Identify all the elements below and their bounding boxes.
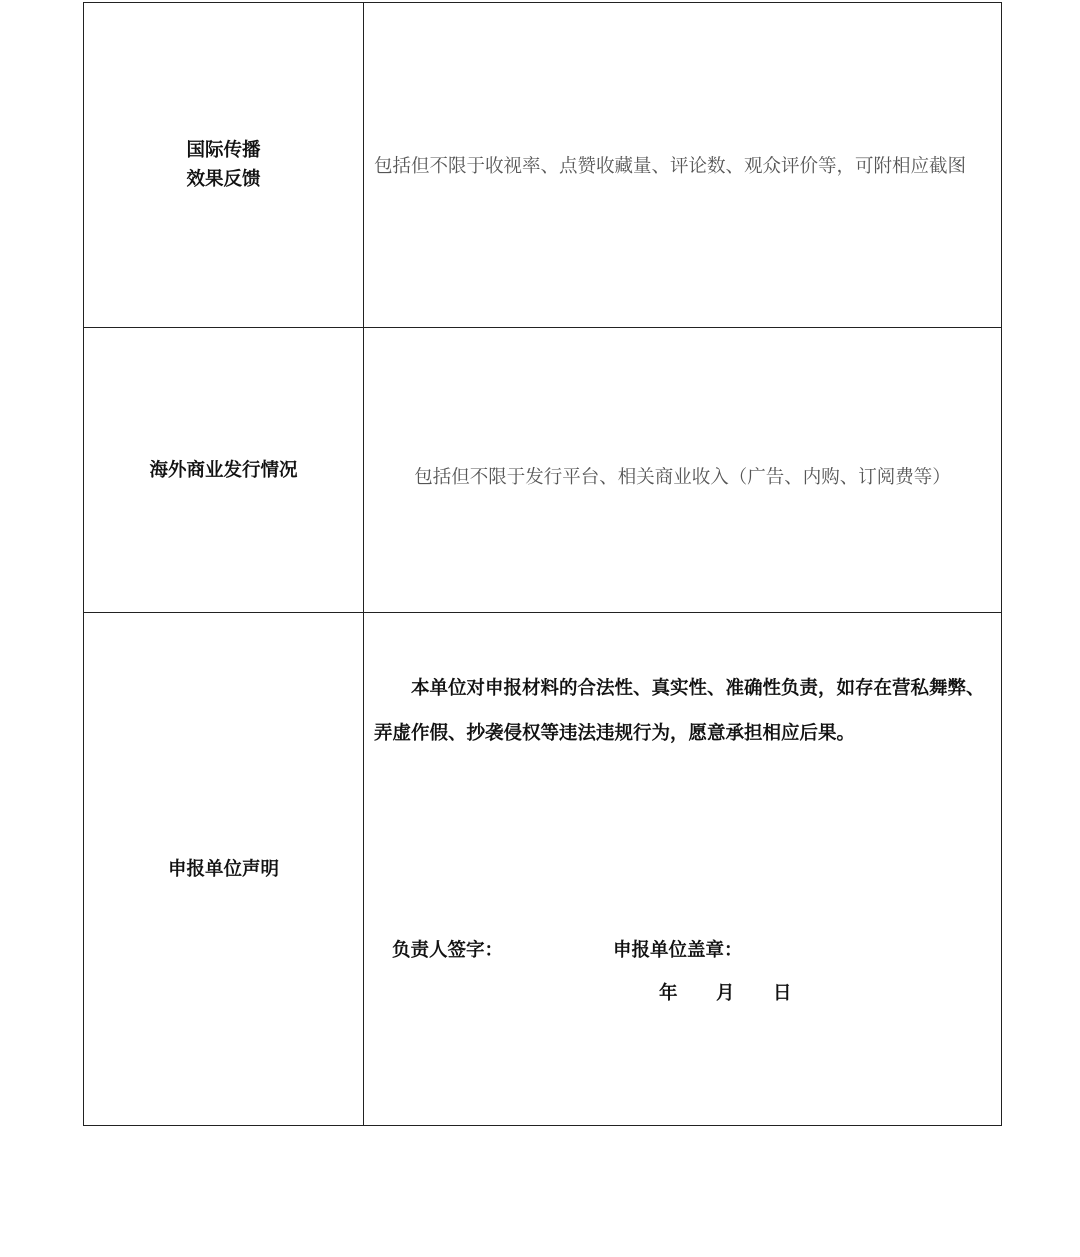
signer-signature-label: 负责人签字： [392,940,504,961]
row-label-line: 申报单位声明 [167,858,279,880]
row-content-overseas-distribution [364,328,1001,612]
row-label-overseas-distribution [84,328,364,612]
date-year-label: 年 [659,983,678,1004]
table-row-overseas-distribution [84,328,1001,613]
date-day-label: 日 [773,983,792,1004]
distribution-hint-text: 包括但不限于发行平台、相关商业收入（广告、内购、订阅费等） [414,467,951,488]
date-month-label: 月 [716,983,735,1004]
row-label-line: 效果反馈 [186,169,261,190]
statement-line: 弄虚作假、抄袭侵权等违法违规行为，愿意承担相应后果。 [374,723,856,744]
row-label-international-feedback [84,3,364,327]
table-row-declaration [84,613,1001,1125]
row-label-line: 海外商业发行情况 [149,459,298,481]
application-form-table [83,2,1002,1126]
row-label-declaration [84,613,364,1125]
statement-line: 本单位对申报材料的合法性、真实性、准确性负责，如存在营私舞弊、 [411,678,985,699]
feedback-hint-text: 包括但不限于收视率、点赞收藏量、评论数、观众评价等，可附相应截图 [374,156,967,177]
row-label-line: 国际传播 [186,140,261,161]
table-row-international-feedback [84,3,1001,328]
declaration-statement [374,666,985,756]
row-content-international-feedback [364,3,1001,327]
row-content-declaration [364,613,1001,1125]
unit-seal-label: 申报单位盖章： [613,940,743,961]
